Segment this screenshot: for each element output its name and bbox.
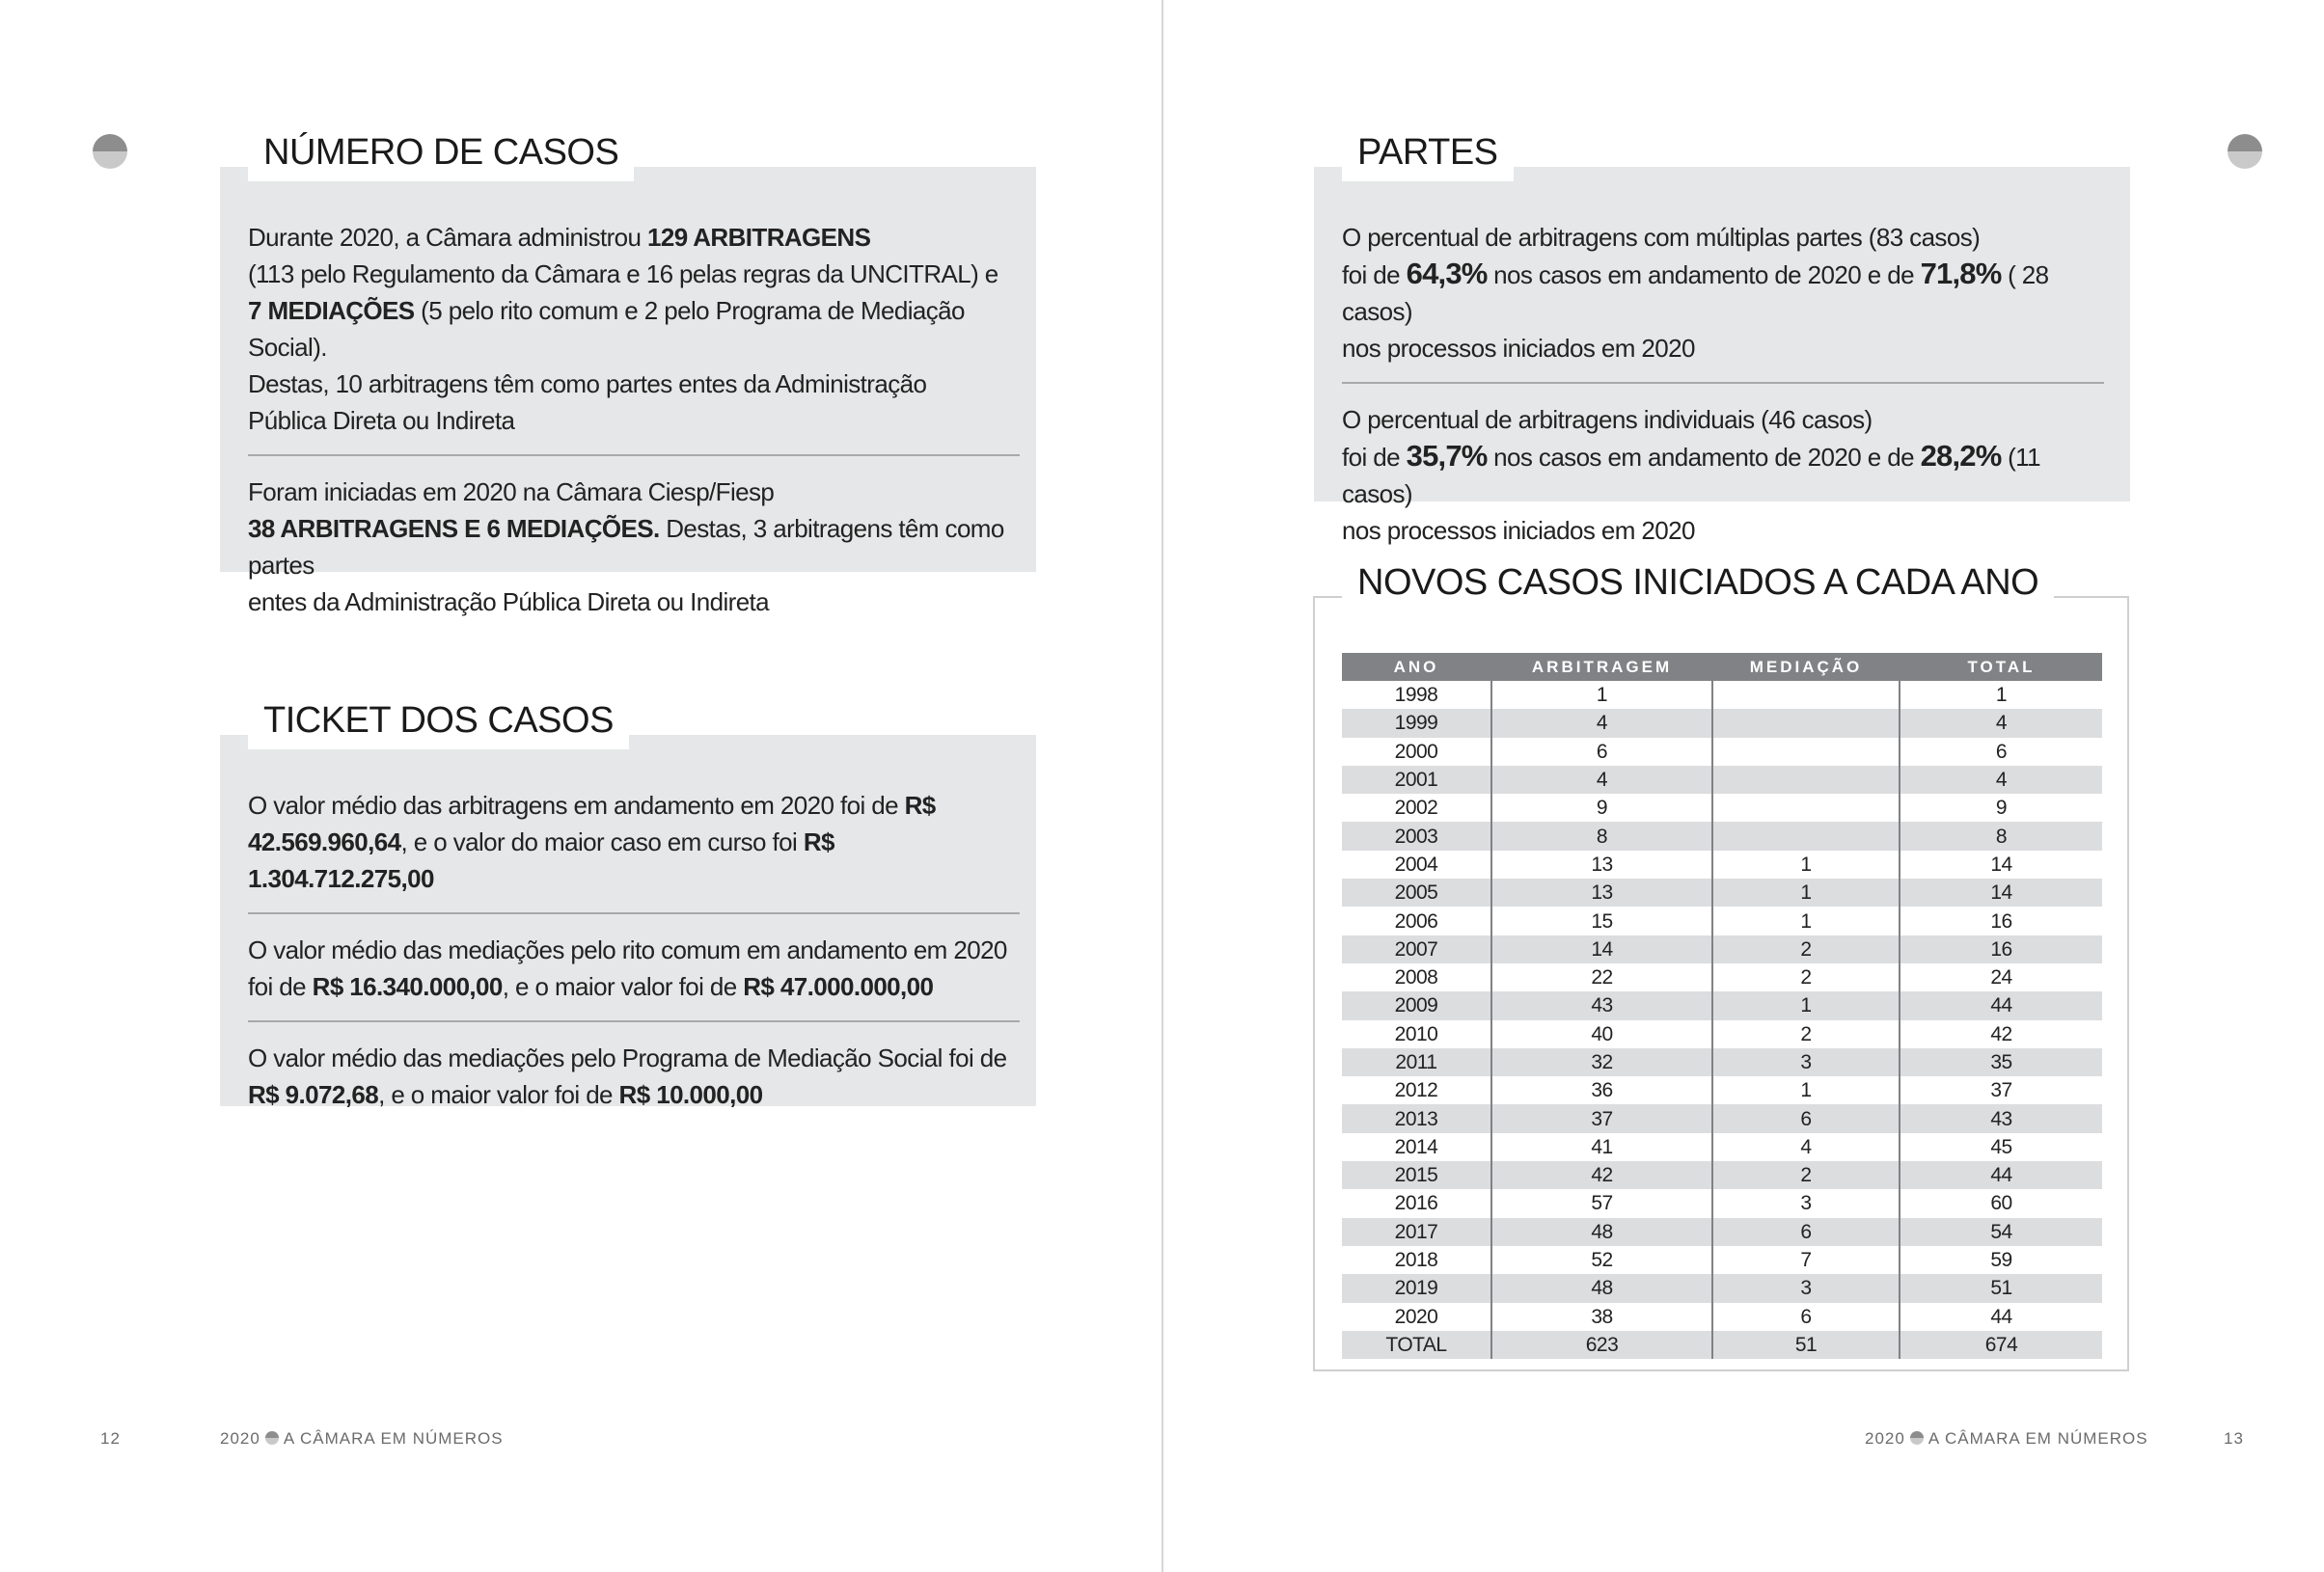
table-cell: 6 xyxy=(1712,1104,1900,1132)
partes-box xyxy=(1314,167,2130,545)
table-cell: 1 xyxy=(1900,681,2102,709)
table-cell: 6 xyxy=(1712,1303,1900,1331)
running-footer xyxy=(220,1429,504,1449)
column-header: ANO xyxy=(1342,653,1491,681)
numero-de-casos-paragraph-2: Foram iniciadas em 2020 na Câmara Ciesp/Fiesp 38 ARBITRAGENS E 6 MEDIAÇÕES. Destas, 3 arbitragens têm como partes entes da Administração Pública Direta ou Indireta xyxy=(248,477,1004,616)
divider xyxy=(248,454,1020,456)
table-cell xyxy=(1712,794,1900,822)
table-cell: 14 xyxy=(1900,851,2102,879)
table-header-row xyxy=(1342,653,2102,681)
table-cell: 14 xyxy=(1491,935,1712,963)
table-cell: 674 xyxy=(1900,1331,2102,1359)
footer-title: A CÂMARA EM NÚMEROS xyxy=(1928,1429,2148,1448)
right-page xyxy=(1162,0,2324,1572)
table-cell: 57 xyxy=(1491,1189,1712,1217)
table-row xyxy=(1342,1076,2102,1104)
table-cell: 42 xyxy=(1900,1020,2102,1048)
table-row xyxy=(1342,1104,2102,1132)
numero-de-casos-paragraph-1: Durante 2020, a Câmara administrou 129 ARBITRAGENS (113 pelo Regulamento da Câmara e 16 pelas regras da UNCITRAL) e 7 MEDIAÇÕES (5 pelo rito comum e 2 pelo Programa de Mediação Social). Destas, 10 arbitragens têm como partes entes da Administração Pública Direta ou Indireta xyxy=(248,223,998,435)
table-cell: 2008 xyxy=(1394,966,1438,989)
table-row xyxy=(1342,681,2102,709)
table-cell: 44 xyxy=(1900,1161,2102,1189)
table-cell: 32 xyxy=(1491,1048,1712,1076)
table-row xyxy=(1342,766,2102,794)
bullet-icon xyxy=(265,1431,279,1445)
table-row xyxy=(1342,851,2102,879)
partes-paragraph-1: O percentual de arbitragens com múltiplas partes (83 casos) foi de 64,3% nos casos em andamento de 2020 e de 71,8% ( 28 casos) nos processos iniciados em 2020 xyxy=(1342,223,2049,363)
table-cell: 4 xyxy=(1491,709,1712,737)
table-cell xyxy=(1712,738,1900,766)
table-row xyxy=(1342,1133,2102,1161)
table-cell: 36 xyxy=(1491,1076,1712,1104)
table-cell xyxy=(1712,822,1900,850)
table-cell: 2015 xyxy=(1342,1161,1491,1189)
table-row xyxy=(1342,1048,2102,1076)
table-cell: 2012 xyxy=(1394,1079,1438,1102)
section-bullet-icon xyxy=(2228,134,2262,169)
table-body xyxy=(1342,681,2102,1359)
table-row xyxy=(1342,738,2102,766)
table-cell: 2006 xyxy=(1394,909,1438,933)
table-cell: 8 xyxy=(1491,822,1712,850)
table-cell: 41 xyxy=(1491,1133,1712,1161)
table-row xyxy=(1342,1161,2102,1189)
table-cell: 4 xyxy=(1900,766,2102,794)
table-cell: 22 xyxy=(1491,963,1712,991)
table-cell: 6 xyxy=(1900,738,2102,766)
table-cell: 2003 xyxy=(1342,822,1491,850)
table-cell: 60 xyxy=(1900,1189,2102,1217)
table-cell: 2019 xyxy=(1342,1274,1491,1302)
table-cell: 1 xyxy=(1712,851,1900,879)
table-cell: 7 xyxy=(1712,1246,1900,1274)
table-cell: 4 xyxy=(1491,766,1712,794)
table-cell: 24 xyxy=(1900,963,2102,991)
bullet-icon xyxy=(1910,1431,1924,1445)
table-row xyxy=(1342,1218,2102,1246)
table-cell: 3 xyxy=(1712,1274,1900,1302)
table-cell: 59 xyxy=(1900,1246,2102,1274)
table-row xyxy=(1342,1020,2102,1048)
table-cell: 2010 xyxy=(1394,1022,1438,1045)
table-cell: 8 xyxy=(1900,822,2102,850)
table-cell: 54 xyxy=(1900,1218,2102,1246)
table-cell: 2 xyxy=(1712,1020,1900,1048)
table-cell xyxy=(1712,766,1900,794)
footer-year: 2020 xyxy=(220,1429,260,1448)
table-cell: 48 xyxy=(1491,1218,1712,1246)
table-cell: TOTAL xyxy=(1342,1331,1491,1359)
divider xyxy=(248,912,1020,914)
table-row xyxy=(1342,963,2102,991)
table-cell: 43 xyxy=(1900,1104,2102,1132)
table-cell: 1 xyxy=(1712,991,1900,1019)
table-cell: 2 xyxy=(1712,935,1900,963)
table-cell: 44 xyxy=(1900,1303,2102,1331)
table-cell xyxy=(1712,709,1900,737)
ticket-paragraph-1: O valor médio das arbitragens em andamento em 2020 foi de R$ 42.569.960,64, e o valor do maior caso em curso foi R$ 1.304.712.275,00 xyxy=(248,791,936,893)
table-cell: 51 xyxy=(1712,1331,1900,1359)
table-cell: 9 xyxy=(1900,794,2102,822)
table-cell: 4 xyxy=(1900,709,2102,737)
divider xyxy=(1342,382,2104,384)
table-cell: 1999 xyxy=(1342,709,1491,737)
table-cell: 3 xyxy=(1712,1048,1900,1076)
table-row xyxy=(1342,794,2102,822)
table-cell: 9 xyxy=(1491,794,1712,822)
table-cell: 16 xyxy=(1900,907,2102,935)
table-cell: 42 xyxy=(1491,1161,1712,1189)
table-cell: 2016 xyxy=(1394,1192,1438,1215)
table-cell: 2009 xyxy=(1342,991,1491,1019)
table-cell: 40 xyxy=(1491,1020,1712,1048)
numero-de-casos-box xyxy=(220,167,1036,616)
table-cell: 6 xyxy=(1491,738,1712,766)
table-row xyxy=(1342,709,2102,737)
table-cell: 3 xyxy=(1712,1189,1900,1217)
divider xyxy=(248,1020,1020,1022)
table-row xyxy=(1342,1303,2102,1331)
table-cell: 14 xyxy=(1900,879,2102,907)
table-cell: 2017 xyxy=(1342,1218,1491,1246)
table-cell: 2000 xyxy=(1394,740,1438,763)
table-cell: 2007 xyxy=(1342,935,1491,963)
table-cell: 6 xyxy=(1712,1218,1900,1246)
column-header: TOTAL xyxy=(1900,653,2102,681)
partes-paragraph-2: O percentual de arbitragens individuais (46 casos) foi de 35,7% nos casos em andamento de 2020 e de 28,2% (11 casos) nos processos iniciados em 2020 xyxy=(1342,405,2040,545)
table-cell: 1998 xyxy=(1394,684,1438,707)
ticket-dos-casos-title: TICKET DOS CASOS xyxy=(248,691,629,749)
page-number: 12 xyxy=(100,1429,121,1448)
column-header: ARBITRAGEM xyxy=(1491,653,1712,681)
table-row xyxy=(1342,1189,2102,1217)
table-cell: 2001 xyxy=(1342,766,1491,794)
table-cell: 43 xyxy=(1491,991,1712,1019)
numero-de-casos-title: NÚMERO DE CASOS xyxy=(248,123,634,181)
table-cell: 45 xyxy=(1900,1133,2102,1161)
running-footer xyxy=(1865,1429,2148,1449)
table-cell: 35 xyxy=(1900,1048,2102,1076)
ticket-paragraph-3: O valor médio das mediações pelo Programa de Mediação Social foi de R$ 9.072,68, e o maior valor foi de R$ 10.000,00 xyxy=(248,1043,1007,1109)
table-cell: 1 xyxy=(1712,907,1900,935)
table-row xyxy=(1342,935,2102,963)
table-cell: 48 xyxy=(1491,1274,1712,1302)
page-number: 13 xyxy=(2224,1429,2244,1448)
table-cell xyxy=(1712,681,1900,709)
table-row xyxy=(1342,1246,2102,1274)
table-cell: 2020 xyxy=(1394,1305,1438,1328)
table-cell: 15 xyxy=(1491,907,1712,935)
table-cell: 2 xyxy=(1712,1161,1900,1189)
table-cell: 2018 xyxy=(1394,1249,1438,1272)
ticket-paragraph-2: O valor médio das mediações pelo rito comum em andamento em 2020 foi de R$ 16.340.000,00, e o maior valor foi de R$ 47.000.000,00 xyxy=(248,935,1007,1001)
table-row xyxy=(1342,822,2102,850)
novos-casos-title: NOVOS CASOS INICIADOS A CADA ANO xyxy=(1342,554,2054,611)
table-row xyxy=(1342,991,2102,1019)
table-cell: 44 xyxy=(1900,991,2102,1019)
table-cell: 37 xyxy=(1900,1076,2102,1104)
table-cell: 2004 xyxy=(1394,853,1438,876)
table-cell: 1 xyxy=(1712,1076,1900,1104)
section-bullet-icon xyxy=(93,134,127,169)
table-cell: 2 xyxy=(1712,963,1900,991)
table-cell: 38 xyxy=(1491,1303,1712,1331)
table-cell: 13 xyxy=(1491,851,1712,879)
footer-year: 2020 xyxy=(1865,1429,1905,1448)
table-cell: 2013 xyxy=(1342,1104,1491,1132)
total-row xyxy=(1342,1331,2102,1359)
table-row xyxy=(1342,879,2102,907)
table-cell: 2005 xyxy=(1342,879,1491,907)
ticket-dos-casos-box xyxy=(220,735,1036,1109)
table-cell: 1 xyxy=(1491,681,1712,709)
novos-casos-table xyxy=(1342,653,2102,1359)
footer-title: A CÂMARA EM NÚMEROS xyxy=(283,1429,504,1448)
table-cell: 2002 xyxy=(1394,797,1438,820)
table-cell: 52 xyxy=(1491,1246,1712,1274)
column-header: MEDIAÇÃO xyxy=(1712,653,1900,681)
table-row xyxy=(1342,1274,2102,1302)
partes-title: PARTES xyxy=(1342,123,1514,181)
table-cell: 2011 xyxy=(1342,1048,1491,1076)
table-cell: 37 xyxy=(1491,1104,1712,1132)
table-row xyxy=(1342,907,2102,935)
table-cell: 4 xyxy=(1712,1133,1900,1161)
table-cell: 1 xyxy=(1712,879,1900,907)
table-cell: 16 xyxy=(1900,935,2102,963)
table-cell: 51 xyxy=(1900,1274,2102,1302)
table-cell: 2014 xyxy=(1394,1135,1438,1158)
table-cell: 13 xyxy=(1491,879,1712,907)
table-cell: 623 xyxy=(1491,1331,1712,1359)
